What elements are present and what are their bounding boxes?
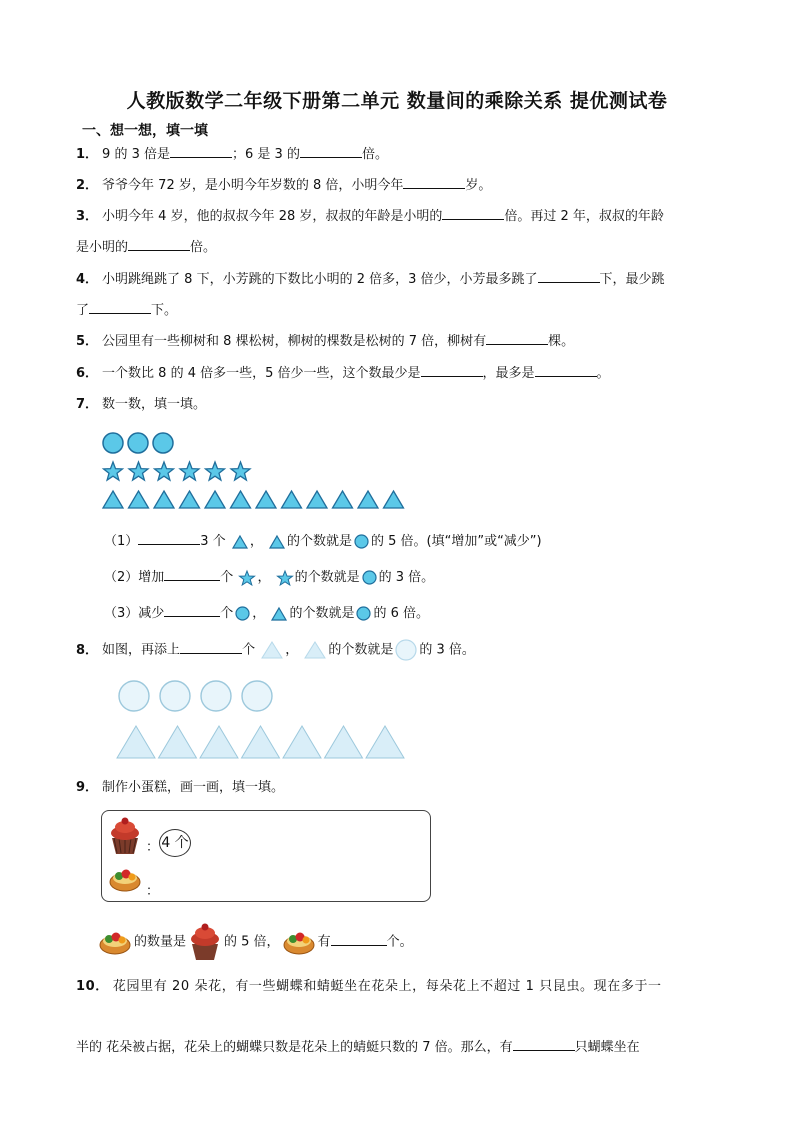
circle-row <box>103 433 173 453</box>
pale-triangle-row <box>117 726 404 758</box>
star-icon <box>206 462 225 480</box>
star-row <box>104 462 251 480</box>
pale-triangle-icon <box>117 726 155 758</box>
question-number: 4． <box>76 272 99 287</box>
answer-blank[interactable] <box>442 207 504 220</box>
answer-blank[interactable] <box>180 641 242 654</box>
question-number: 3． <box>76 209 99 224</box>
question-number: 7． <box>76 397 99 412</box>
circle-icon <box>128 433 148 453</box>
answer-blank[interactable] <box>138 532 200 545</box>
question-number: 10． <box>76 979 109 994</box>
q9-answer-line: 的数量是 的 5 倍， 有 个。 <box>96 922 413 962</box>
q7-figure <box>100 430 420 514</box>
triangle-icon <box>271 607 287 621</box>
pale-triangle-icon <box>325 726 363 758</box>
pale-circle-icon <box>201 681 231 711</box>
question-3-line2: 是小明的 倍。 <box>76 240 217 255</box>
q7-sub3: （3）减少 个 ， 的个数就是 的 6 倍。 <box>104 606 430 621</box>
colon: ： <box>146 840 160 855</box>
pale-triangle-icon <box>159 726 197 758</box>
pale-circle-row <box>119 681 272 711</box>
star-icon <box>104 462 123 480</box>
cupcake-icon <box>188 922 222 962</box>
question-6: 6． 一个数比 8 的 4 倍多一些，5 倍少一些，这个数最少是 ，最多是 。 <box>76 366 610 381</box>
answer-blank[interactable] <box>164 568 220 581</box>
answer-blank[interactable] <box>403 176 465 189</box>
section-heading: 一、想一想，填一填 <box>82 123 208 139</box>
answer-blank[interactable] <box>538 270 600 283</box>
pale-triangle-icon <box>283 726 321 758</box>
triangle-icon <box>269 535 285 549</box>
triangle-icon <box>103 491 123 508</box>
pale-circle-icon <box>395 639 417 661</box>
question-7: 7． 数一数，填一填。 <box>76 397 207 412</box>
answer-blank[interactable] <box>170 145 232 158</box>
answer-blank[interactable] <box>128 238 190 251</box>
question-4: 4． 小明跳绳跳了 8 下，小芳跳的下数比小明的 2 倍多，3 倍少，小芳最多跳了 下，最少跳 <box>76 272 665 287</box>
triangle-icon <box>307 491 327 508</box>
pale-triangle-icon <box>261 641 283 659</box>
triangle-row <box>103 491 404 508</box>
pale-circle-icon <box>160 681 190 711</box>
q8-figure <box>114 678 414 762</box>
triangle-icon <box>232 535 248 549</box>
question-number: 8． <box>76 642 99 658</box>
pale-circle-icon <box>242 681 272 711</box>
question-5: 5． 公园里有一些柳树和 8 棵松树，柳树的棵数是松树的 7 倍，柳树有 棵。 <box>76 334 575 349</box>
question-2: 2． 爷爷今年 72 岁，是小明今年岁数的 8 倍，小明今年 岁。 <box>76 178 492 193</box>
page-title: 人教版数学二年级下册第二单元 数量间的乘除关系 提优测试卷 <box>126 90 668 112</box>
fruit-tart-icon <box>98 927 132 957</box>
star-icon <box>277 570 293 586</box>
triangle-icon <box>231 491 251 508</box>
cupcake-icon <box>108 816 142 856</box>
triangle-icon <box>384 491 404 508</box>
triangle-icon <box>282 491 302 508</box>
colon: ： <box>146 884 160 899</box>
fruit-tart-icon <box>108 864 142 894</box>
count-circle: 4 个 <box>159 829 191 857</box>
question-9: 9． 制作小蛋糕，画一画，填一填。 <box>76 780 285 795</box>
pale-circle-icon <box>119 681 149 711</box>
answer-blank[interactable] <box>486 332 548 345</box>
star-icon <box>239 570 255 586</box>
triangle-icon <box>180 491 200 508</box>
pale-triangle-icon <box>242 726 280 758</box>
question-8: 8． 如图，再添上 个 ， 的个数就是 的 3 倍。 <box>76 639 475 661</box>
pale-triangle-icon <box>200 726 238 758</box>
question-10-line2: 半的 花朵被占据，花朵上的蝴蝶只数是花朵上的蜻蜓只数的 7 倍。那么，有 只蝴蝶坐在 <box>76 1040 640 1055</box>
answer-blank[interactable] <box>89 301 151 314</box>
answer-blank[interactable] <box>164 604 220 617</box>
fruit-tart-icon <box>282 927 316 957</box>
answer-blank[interactable] <box>300 145 362 158</box>
triangle-icon <box>205 491 225 508</box>
answer-blank[interactable] <box>535 364 597 377</box>
star-icon <box>155 462 174 480</box>
circle-icon <box>153 433 173 453</box>
triangle-icon <box>333 491 353 508</box>
circle-icon <box>362 570 377 585</box>
question-1: 1． 9 的 3 倍是 ；6 是 3 的 倍。 <box>76 147 388 162</box>
question-10: 10． 花园里有 20 朵花，有一些蝴蝶和蜻蜓坐在花朵上，每朵花上不超过 1 只昆虫。现在多于一 <box>76 979 662 994</box>
answer-blank[interactable] <box>331 933 387 946</box>
question-number: 5． <box>76 334 99 349</box>
triangle-icon <box>154 491 174 508</box>
circle-icon <box>235 606 250 621</box>
answer-blank[interactable] <box>513 1038 575 1051</box>
star-icon <box>231 462 250 480</box>
q7-sub2: （2）增加 个 ， 的个数就是 的 3 倍。 <box>104 570 435 585</box>
pale-triangle-icon <box>366 726 404 758</box>
question-number: 9． <box>76 780 99 795</box>
circle-icon <box>356 606 371 621</box>
triangle-icon <box>358 491 378 508</box>
triangle-icon <box>256 491 276 508</box>
answer-blank[interactable] <box>421 364 483 377</box>
question-number: 1． <box>76 147 99 162</box>
pale-triangle-icon <box>304 641 326 659</box>
circle-icon <box>354 534 369 549</box>
question-4-line2: 了 下。 <box>76 303 178 318</box>
circle-icon <box>103 433 123 453</box>
star-icon <box>180 462 199 480</box>
question-3: 3． 小明今年 4 岁，他的叔叔今年 28 岁，叔叔的年龄是小明的 倍。再过 2 年，叔叔的年龄 <box>76 209 664 224</box>
q7-sub1: （1） 3 个 ， 的个数就是 的 5 倍。(填“增加”或“减少”) <box>104 534 542 549</box>
star-icon <box>129 462 148 480</box>
triangle-icon <box>129 491 149 508</box>
question-number: 6． <box>76 366 99 381</box>
question-number: 2． <box>76 178 99 193</box>
